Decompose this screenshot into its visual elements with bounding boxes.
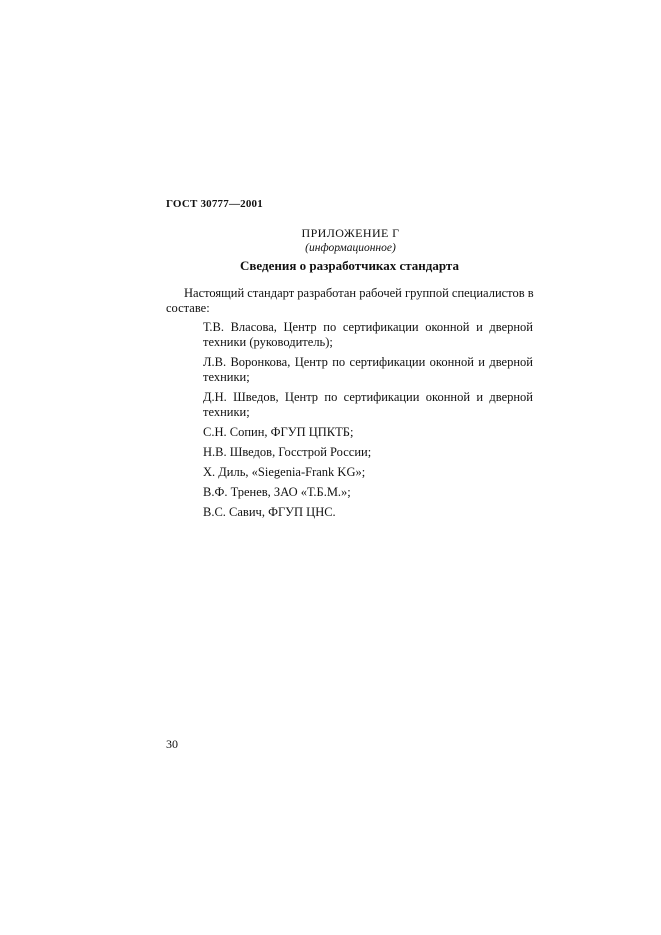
appendix-title: ПРИЛОЖЕНИЕ Г — [301, 226, 400, 240]
standard-code: ГОСТ 30777—2001 — [166, 198, 263, 210]
developers-list — [203, 320, 533, 525]
developer-entry: Т.В. Власова, Центр по сертификации оконной и дверной техники (руководитель); — [203, 320, 533, 349]
section-heading: Сведения о разработчиках стандарта — [240, 258, 459, 273]
developer-entry: Х. Диль, «Siegenia-Frank KG»; — [203, 465, 366, 479]
developer-entry: Д.Н. Шведов, Центр по сертификации оконной и дверной техники; — [203, 390, 533, 419]
developer-entry: Л.В. Воронкова, Центр по сертификации оконной и дверной техники; — [203, 355, 533, 384]
developer-entry: С.Н. Сопин, ФГУП ЦПКТБ; — [203, 425, 354, 439]
developer-entry: Н.В. Шведов, Госстрой России; — [203, 445, 372, 459]
developer-entry: В.Ф. Тренев, ЗАО «Т.Б.М.»; — [203, 485, 351, 499]
page-number: 30 — [166, 737, 178, 751]
developer-entry: В.С. Савич, ФГУП ЦНС. — [203, 505, 336, 519]
intro-paragraph: Настоящий стандарт разработан рабочей группой специалистов в составе: — [166, 286, 534, 315]
appendix-note: (информационное) — [305, 242, 396, 254]
